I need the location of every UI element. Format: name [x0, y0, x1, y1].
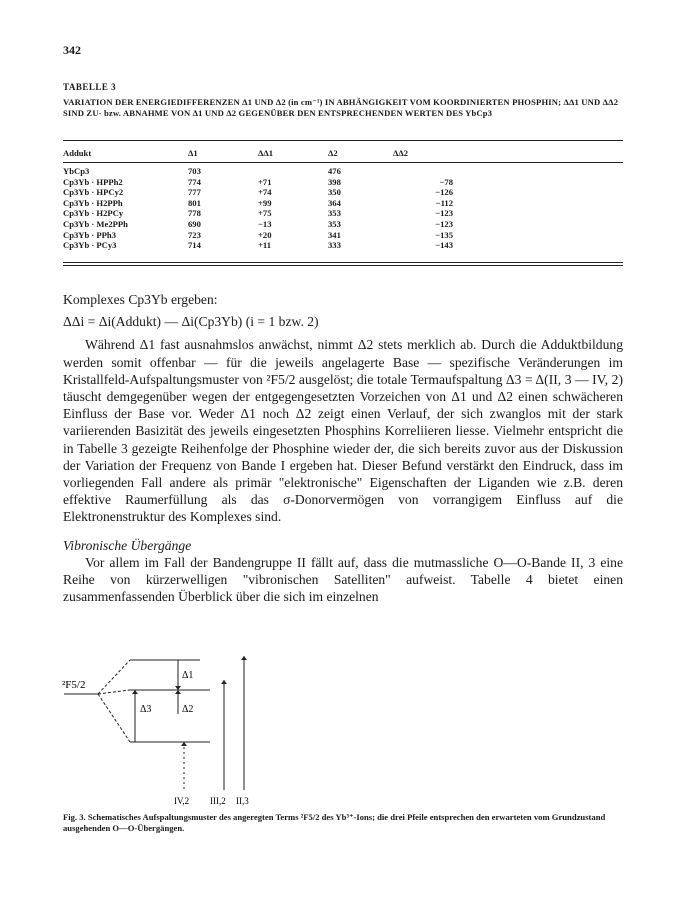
table-cell: −143 [435, 240, 453, 251]
table-row [63, 208, 623, 219]
table-cell: Cp3Yb · H2PCy [63, 208, 124, 219]
delta2-arrow-head [175, 690, 181, 694]
table-row [63, 177, 623, 188]
table-cell: +71 [258, 176, 272, 187]
table-cell: 341 [328, 229, 341, 240]
table-cell: Cp3Yb · PPh3 [63, 229, 117, 240]
table-spacer-cell [453, 208, 623, 219]
page-number: 342 [63, 43, 81, 57]
header-delta1: Δ1 [188, 148, 198, 158]
table-cell: −123 [435, 208, 453, 219]
table-row [63, 198, 623, 209]
table-spacer-cell [453, 230, 623, 241]
table-cell: 364 [328, 197, 341, 208]
table-cell: −78 [439, 176, 453, 187]
table-cell [258, 161, 328, 177]
delta2-label: Δ2 [182, 704, 194, 715]
arrow-label-iv2: IV,2 [174, 796, 190, 806]
arrow-label-iii2: III,2 [210, 796, 226, 806]
table-cell: 778 [188, 208, 201, 219]
table-caption: VARIATION DER ENERGIEDIFFERENZEN Δ1 UND Δ2 (in cm⁻¹) IN ABHÄNGIGKEIT VOM KOORDINIERTEN PHOSPHIN; ΔΔ1 UND ΔΔ2 SIND ZU- bzw. ABNAHME VON Δ1 UND Δ2 GEGENÜBER DEN ENTSPRECHENDEN WERTEN DES YbCp3 [63, 97, 619, 119]
table-cell: Cp3Yb · HPCy2 [63, 187, 124, 198]
table-cell: Cp3Yb · PCy3 [63, 240, 117, 251]
paragraph-2: Vor allem im Fall der Bandengruppe II fällt auf, dass die mutmassliche O—O-Bande II, 3 eine Reihe von kürzerwelligen "vibronischen Satelliten" aufweist. Tabelle 4 bietet einen zusammenfassenden Überblick über die sich im einzelnen [63, 554, 623, 605]
table-cell: 777 [188, 187, 201, 198]
arrow-ii3-head [241, 656, 247, 660]
table-row [63, 230, 623, 241]
table-cell [393, 161, 453, 177]
table-cell: Cp3Yb · HPPh2 [63, 176, 123, 187]
delta1-arrow-head [175, 686, 181, 690]
table-cell: +75 [258, 208, 272, 219]
table-cell: 703 [188, 166, 201, 176]
table-spacer-cell [453, 198, 623, 209]
table-row [63, 187, 623, 198]
table-cell: +11 [258, 240, 272, 251]
splitting-figure [60, 650, 300, 810]
table-row [63, 219, 623, 230]
table-cell: −13 [258, 218, 272, 229]
table-bottom-rule [63, 262, 623, 263]
header-ddelta2: ΔΔ2 [393, 148, 409, 158]
table-cell: −123 [435, 218, 453, 229]
data-table [63, 145, 623, 251]
arrow-iii2-head [221, 680, 227, 684]
table-cell: +74 [258, 187, 272, 198]
table-cell: −135 [435, 229, 453, 240]
intro-line: Komplexes Cp3Yb ergeben: [63, 292, 218, 307]
formula: ΔΔi = Δi(Addukt) — Δi(Cp3Yb) (i = 1 bzw. 2) [63, 314, 319, 330]
table-cell: 353 [328, 218, 341, 229]
table-cell: 476 [328, 166, 341, 176]
table-cell: +20 [258, 229, 272, 240]
delta3-label: Δ3 [140, 704, 152, 715]
table-cell: 398 [328, 176, 341, 187]
delta1-label: Δ1 [182, 670, 194, 681]
table-cell: 333 [328, 240, 341, 251]
table-body [63, 161, 623, 251]
header-ddelta1: ΔΔ1 [258, 148, 274, 158]
table-cell: 690 [188, 218, 201, 229]
dash-upper [98, 660, 130, 694]
table-cell: Cp3Yb · H2PPh [63, 197, 123, 208]
body-text [63, 291, 623, 605]
dash-lower [98, 694, 130, 742]
delta3-arrow-head [132, 690, 138, 694]
table-cell: −126 [435, 187, 453, 198]
arrow-label-ii3: II,3 [236, 796, 249, 806]
table-cell: −112 [435, 197, 453, 208]
dash-middle [98, 690, 130, 694]
table-label: TABELLE 3 [63, 82, 117, 92]
header-spacer [453, 145, 623, 161]
table-spacer-cell [453, 177, 623, 188]
section-heading: Vibronische Übergänge [63, 537, 192, 553]
table-bottom-rule-2 [63, 265, 623, 266]
term-label: ²F5/2 [62, 679, 86, 691]
table-row [63, 161, 623, 177]
table-cell: +99 [258, 197, 272, 208]
arrow-iv2-head [181, 742, 187, 746]
table-row [63, 240, 623, 251]
table-header-row [63, 145, 623, 161]
table-cell: 801 [188, 197, 201, 208]
table-top-rule [63, 140, 623, 141]
table-spacer-cell [453, 240, 623, 251]
header-delta2: Δ2 [328, 148, 338, 158]
paragraph-1: Während Δ1 fast ausnahmslos anwächst, nimmt Δ2 stets merklich ab. Durch die Adduktbildung werden somit offenbar — für die jeweils angelagerte Base — spezifische Veränderungen im Kristallfeld-Aufspaltungsmuster von ²F5/2 ausgelöst; die totale Termaufspaltung Δ3 = Δ(II, 3 — IV, 2) täuscht demgegenüber wegen der entgegengesetzten Vorzeichen von Δ1 und Δ2 einen schwächeren Einfluss der Base vor. Weder Δ1 noch Δ2 zeigt einen Verlauf, der sich zwanglos mit der stark variierenden Basizität des jeweils eingesetzten Phosphins Korreliieren liesse. Vielmehr entspricht die in Tabelle 3 gezeigte Reihenfolge der Phosphine wieder der, die sich bereits zuvor aus der Diskussion der Variation der Frequenz von Bande I ergeben hat. Dieser Befund verstärkt den Eindruck, dass im vorliegenden Fall andere als primär "elektronische" Eigenschaften der Liganden wie z.B. deren effektive Raumerfüllung als das σ-Donorvermögen von vorrangigem Einfluss auf die Elektronenstruktur des Komplexes sind. [63, 337, 623, 525]
figure-caption: Fig. 3. Schematisches Aufspaltungsmuster des angeregten Terms ²F5/2 des Yb³⁺-Ions; die drei Pfeile entsprechen den erwarteten vom Grundzustand ausgehenden O—O-Übergängen. [63, 812, 606, 833]
header-addukt: Addukt [63, 148, 92, 158]
table-cell: YbCp3 [63, 166, 90, 176]
table-cell: 350 [328, 187, 341, 198]
table-spacer-cell [453, 187, 623, 198]
table-spacer-cell [453, 161, 623, 177]
splitting-diagram [60, 650, 300, 810]
table-cell: 723 [188, 229, 201, 240]
table-cell: 774 [188, 176, 201, 187]
table-cell: Cp3Yb · Me2PPh [63, 218, 128, 229]
table-cell: 353 [328, 208, 341, 219]
table-cell: 714 [188, 240, 201, 251]
table-spacer-cell [453, 219, 623, 230]
